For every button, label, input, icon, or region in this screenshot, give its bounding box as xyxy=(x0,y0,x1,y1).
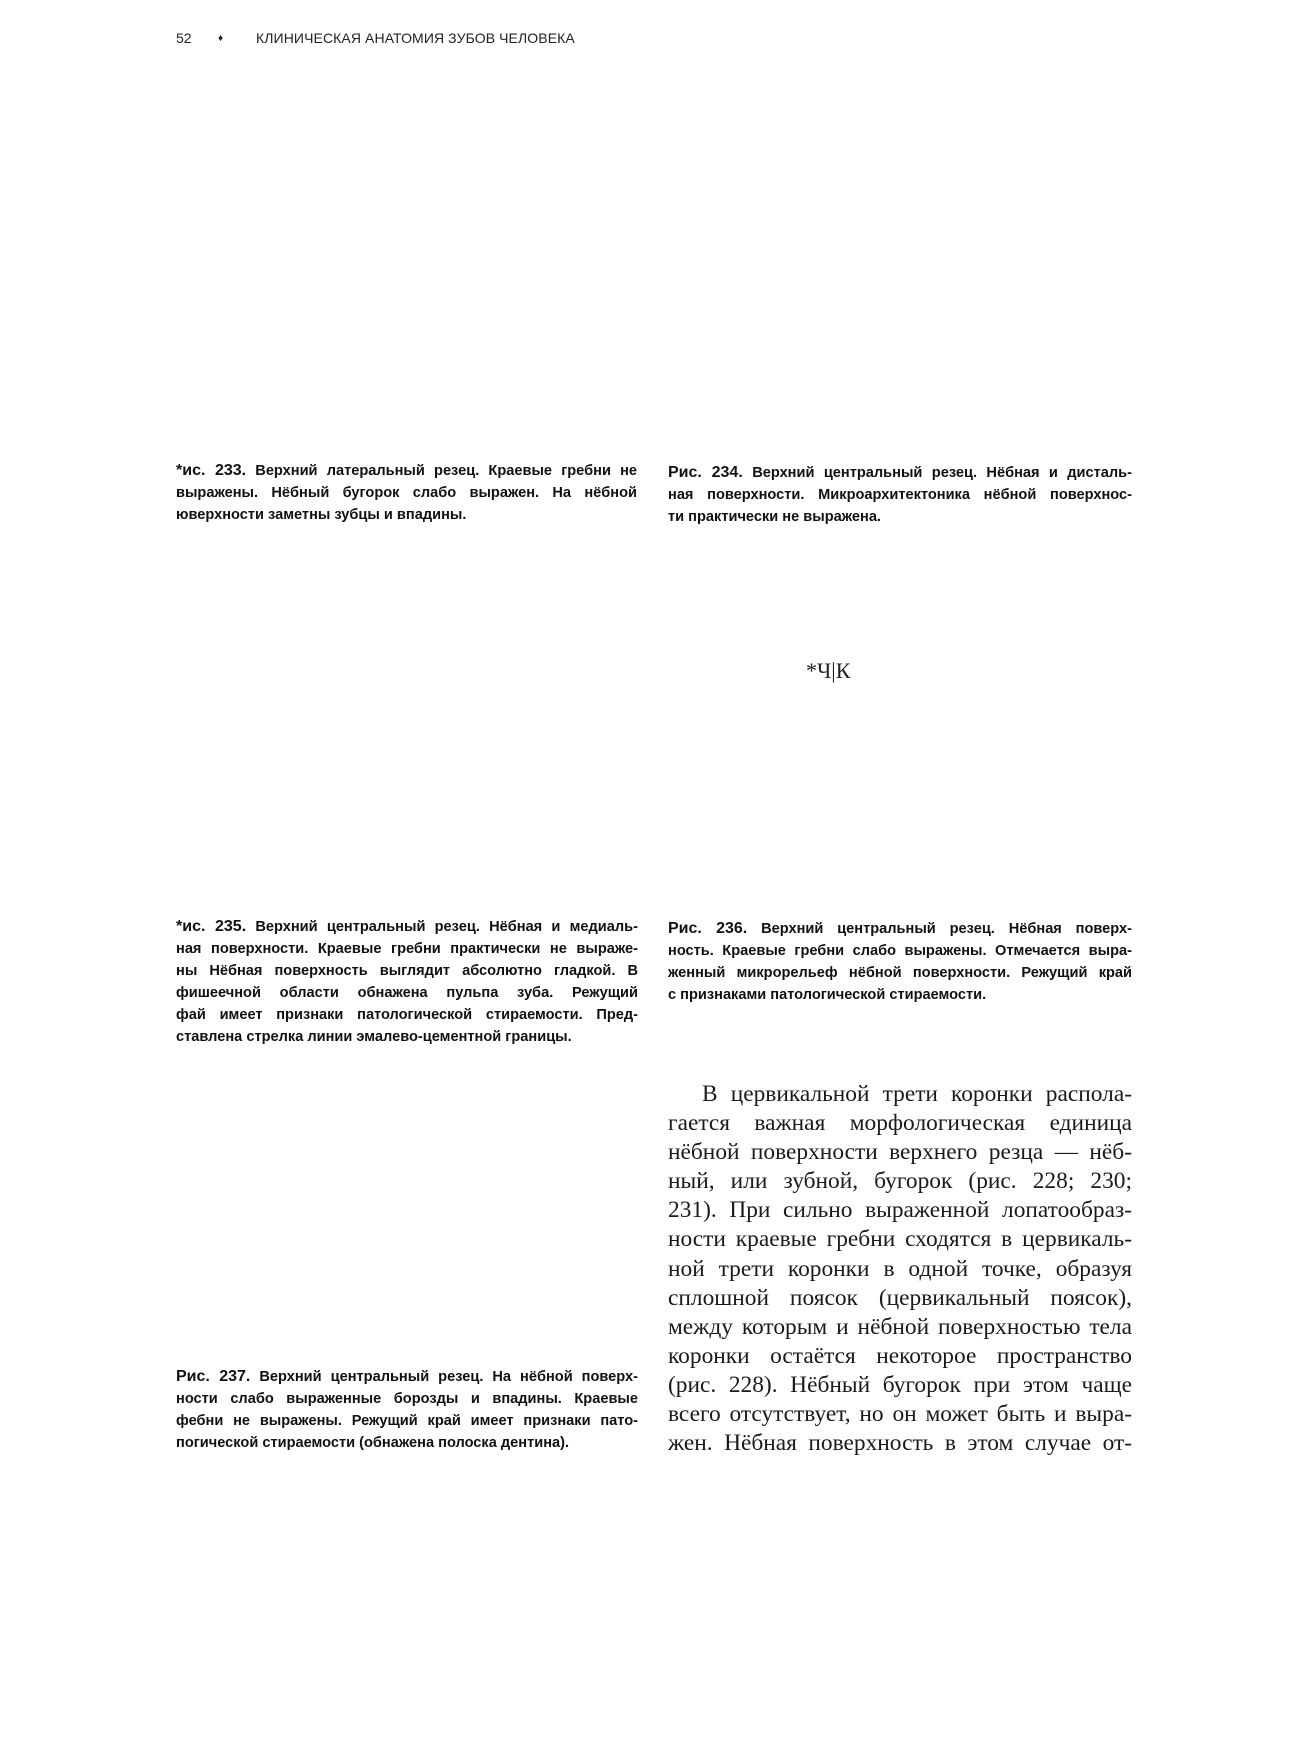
running-title: КЛИНИЧЕСКАЯ АНАТОМИЯ ЗУБОВ ЧЕЛОВЕКА xyxy=(256,30,575,46)
paragraph-line: всего отсутствует, но он может быть и выра- xyxy=(668,1401,1132,1428)
paragraph-line: 231). При сильно выраженной лопатообраз- xyxy=(668,1197,1132,1224)
paragraph-line: коронки остаётся некоторое пространство xyxy=(668,1342,1132,1369)
figure-caption-237 xyxy=(176,1366,638,1454)
caption-line: фишеечной области обнажена пульпа зуба. Режущий xyxy=(176,985,638,1001)
caption-line: ная поверхности. Микроархитектоника нёбной поверхнос- xyxy=(668,487,1132,503)
caption-line: ти практически не выражена. xyxy=(668,509,881,525)
paragraph-line: ной трети коронки в одной точке, образуя xyxy=(668,1255,1132,1282)
caption-line: с признаками патологической стираемости. xyxy=(668,987,987,1003)
caption-line: *ис. 235. Верхний центральный резец. Нёбная и медиаль- xyxy=(176,918,638,935)
figure-label: Рис. 237. xyxy=(176,1368,251,1385)
caption-line: фебни не выражены. Режущий край имеет признаки пато- xyxy=(176,1413,638,1429)
caption-line: ность. Краевые гребни слабо выражены. Отмечается выра- xyxy=(668,943,1132,959)
figure-label: Рис. 236. xyxy=(668,920,748,937)
figure-caption-236 xyxy=(668,918,1132,1006)
caption-line: женный микрорельеф нёбной поверхности. Режущий край xyxy=(668,965,1132,981)
paragraph-line: между которым и нёбной поверхностью тела xyxy=(668,1313,1132,1340)
figure-label: *ис. 235. xyxy=(176,918,247,935)
paragraph-line: ности краевые гребни сходятся в цервикаль- xyxy=(668,1226,1132,1253)
paragraph-line: нёбной поверхности верхнего резца — нёб- xyxy=(668,1139,1132,1166)
paragraph-line: В цервикальной трети коронки распола- xyxy=(702,1081,1132,1107)
figure-caption-233 xyxy=(176,460,637,526)
body-paragraph xyxy=(668,1080,1132,1458)
figure-label: Рис. 234. xyxy=(668,464,743,481)
page-number: 52 xyxy=(176,30,192,46)
figure-label: *ис. 233. xyxy=(176,462,247,479)
caption-line: Рис. 234. Верхний центральный резец. Нёбная и дисталь- xyxy=(668,464,1133,481)
caption-line: выражены. Нёбный бугорок слабо выражен. На нёбной xyxy=(176,485,637,501)
diamond-separator-icon: ♦ xyxy=(218,32,224,44)
running-header xyxy=(176,30,575,46)
stray-mark: *Ч|К xyxy=(806,658,851,683)
caption-line: погической стираемости (обнажена полоска дентина). xyxy=(176,1435,570,1451)
caption-line: Рис. 237. Верхний центральный резец. На нёбной поверх- xyxy=(176,1368,638,1385)
caption-line: *ис. 233. Верхний латеральный резец. Краевые гребни не xyxy=(176,462,638,479)
paragraph-line: гается важная морфологическая единица xyxy=(668,1110,1132,1137)
caption-line: ности слабо выраженные борозды и впадины. Краевые xyxy=(176,1391,638,1407)
caption-line: фай имеет признаки патологической стираемости. Пред- xyxy=(176,1007,638,1023)
caption-line: ная поверхности. Краевые гребни практически не выраже- xyxy=(176,941,638,957)
paragraph-line: сплошной поясок (цервикальный поясок), xyxy=(668,1284,1132,1311)
caption-line: юверхности заметны зубцы и впадины. xyxy=(176,507,467,523)
paragraph-line: (рис. 228). Нёбный бугорок при этом чаще xyxy=(668,1371,1132,1398)
paragraph-line: ный, или зубной, бугорок (рис. 228; 230; xyxy=(668,1168,1132,1195)
figure-caption-235 xyxy=(176,916,638,1048)
figure-caption-234 xyxy=(668,462,1132,528)
paragraph-line: жен. Нёбная поверхность в этом случае от- xyxy=(668,1430,1132,1457)
caption-line: Рис. 236. Верхний центральный резец. Нёбная поверх- xyxy=(668,920,1132,937)
caption-line: ны Нёбная поверхность выглядит абсолютно гладкой. В xyxy=(176,963,638,979)
caption-line: ставлена стрелка линии эмалево-цементной границы. xyxy=(176,1029,572,1045)
